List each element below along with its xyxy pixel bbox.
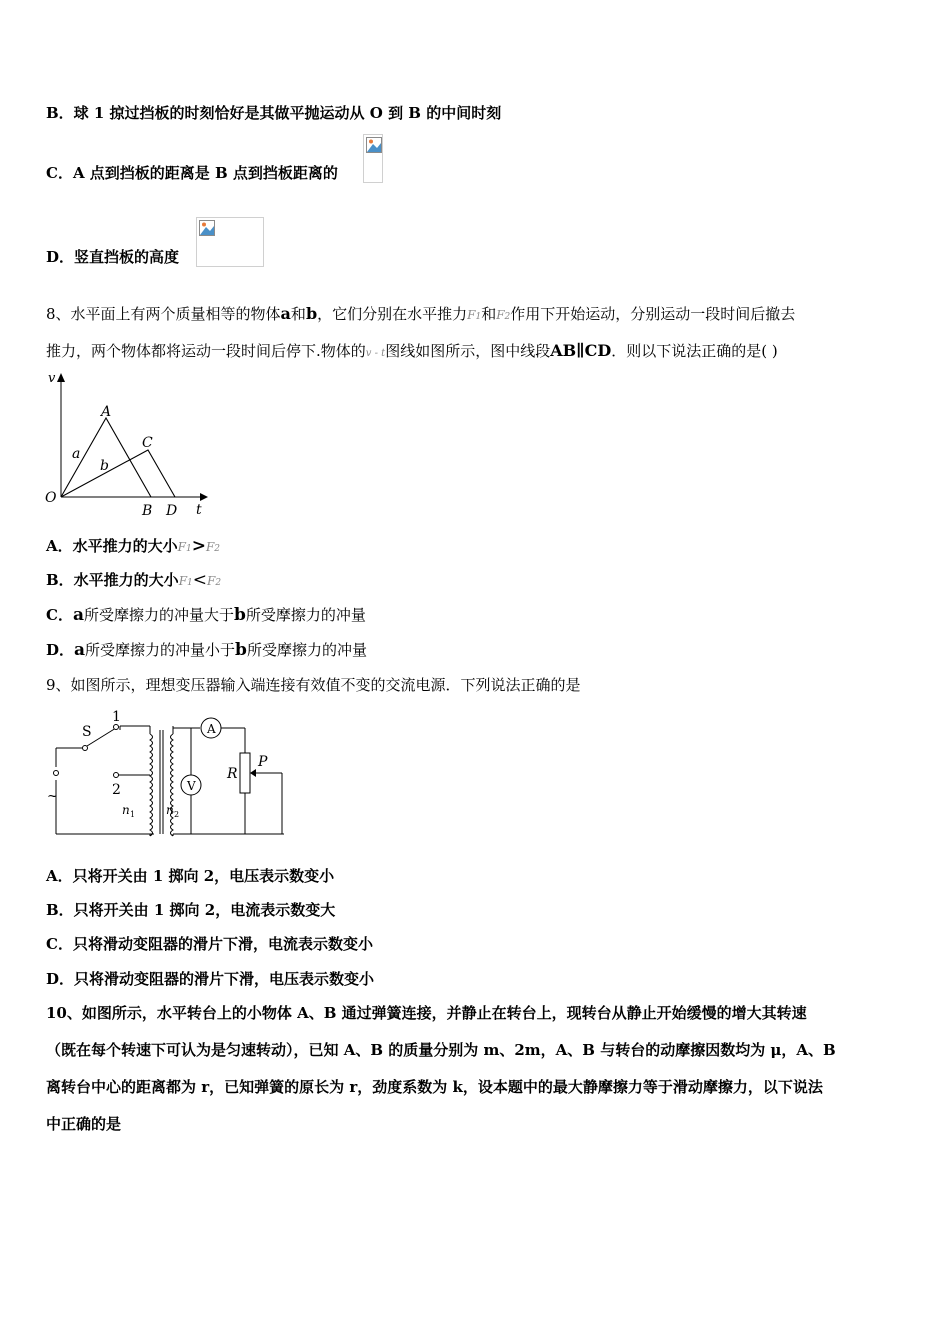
q10-line2: （既在每个转速下可认为是匀速转动），已知 A、B 的质量分别为 m、2m，A、B 与转台的动摩擦因数均为 μ，A、B xyxy=(46,1041,836,1059)
ac-source-symbol: ~ xyxy=(47,789,58,804)
q10-line1: 10、如图所示，水平转台上的小物体 A、B 通过弹簧连接，并静止在转台上，现转台从静止开始缓慢的增大其转速 xyxy=(46,1004,807,1022)
broken-image-icon xyxy=(366,137,382,153)
q10-line3: 离转台中心的距离都为 r，已知弹簧的原长为 r，劲度系数为 k，设本题中的最大静摩擦力等于滑动摩擦力，以下说法 xyxy=(46,1078,823,1096)
q8-option-c: C．a所受摩擦力的冲量大于b所受摩擦力的冲量 xyxy=(46,605,366,625)
q10-line4: 中正确的是 xyxy=(46,1115,122,1133)
broken-image-placeholder xyxy=(363,134,383,183)
vt-graph xyxy=(42,368,212,520)
label-2: 2 xyxy=(112,782,121,798)
q9-option-b: B．只将开关由 1 掷向 2，电流表示数变大 xyxy=(46,901,336,919)
ammeter-label: A xyxy=(207,722,216,736)
label-line-b: b xyxy=(100,458,109,474)
q9-stem: 9、如图所示，理想变压器输入端连接有效值不变的交流电源．下列说法正确的是 xyxy=(46,676,581,694)
q8-option-d: D．a所受摩擦力的冲量小于b所受摩擦力的冲量 xyxy=(46,640,367,660)
label-r: R xyxy=(227,766,238,782)
transformer-circuit xyxy=(44,706,294,841)
broken-image-placeholder xyxy=(196,217,264,267)
label-c-point: C xyxy=(142,435,153,451)
label-p: P xyxy=(258,754,268,770)
q8-option-b: B．水平推力的大小F1<F2 xyxy=(46,570,222,590)
label-n1-sub: 1 xyxy=(130,810,136,819)
label-line-a: a xyxy=(72,446,81,462)
q8-stem-line1: 8、水平面上有两个质量相等的物体a和b，它们分别在水平推力F1和F2作用下开始运动，分别运动一段时间后撤去 xyxy=(46,304,796,323)
v-axis-arrow xyxy=(57,373,65,382)
label-t: t xyxy=(196,502,202,518)
label-v: v xyxy=(48,371,56,386)
label-b-point: B xyxy=(142,503,153,519)
q7-option-d: D．竖直挡板的高度 xyxy=(46,248,180,266)
t-axis-arrow xyxy=(200,493,208,501)
broken-image-icon xyxy=(199,220,215,236)
label-a-point: A xyxy=(101,404,112,420)
label-o: O xyxy=(45,490,57,506)
label-d-point: D xyxy=(166,503,178,519)
label-1: 1 xyxy=(112,709,121,725)
q7-option-c: C．A 点到挡板的距离是 B 点到挡板距离的 xyxy=(46,164,338,182)
q8-stem-line2: 推力，两个物体都将运动一段时间后停下.物体的v - t图线如图所示，图中线段AB∥CD．则以下说法正确的是( ) xyxy=(46,341,778,360)
q9-option-d: D．只将滑动变阻器的滑片下滑，电压表示数变小 xyxy=(46,970,375,988)
label-n1: n xyxy=(122,803,130,817)
voltmeter-label: V xyxy=(187,779,196,793)
q9-option-c: C．只将滑动变阻器的滑片下滑，电流表示数变小 xyxy=(46,935,373,953)
q7-option-b: B．球 1 掠过挡板的时刻恰好是其做平抛运动从 O 到 B 的中间时刻 xyxy=(46,104,502,122)
q8-option-a: A．水平推力的大小F1>F2 xyxy=(46,536,221,556)
label-s: S xyxy=(82,724,92,740)
q9-option-a: A．只将开关由 1 掷向 2，电压表示数变小 xyxy=(46,867,335,885)
label-n2-sub: 2 xyxy=(174,810,180,819)
label-n2: n xyxy=(166,803,174,817)
